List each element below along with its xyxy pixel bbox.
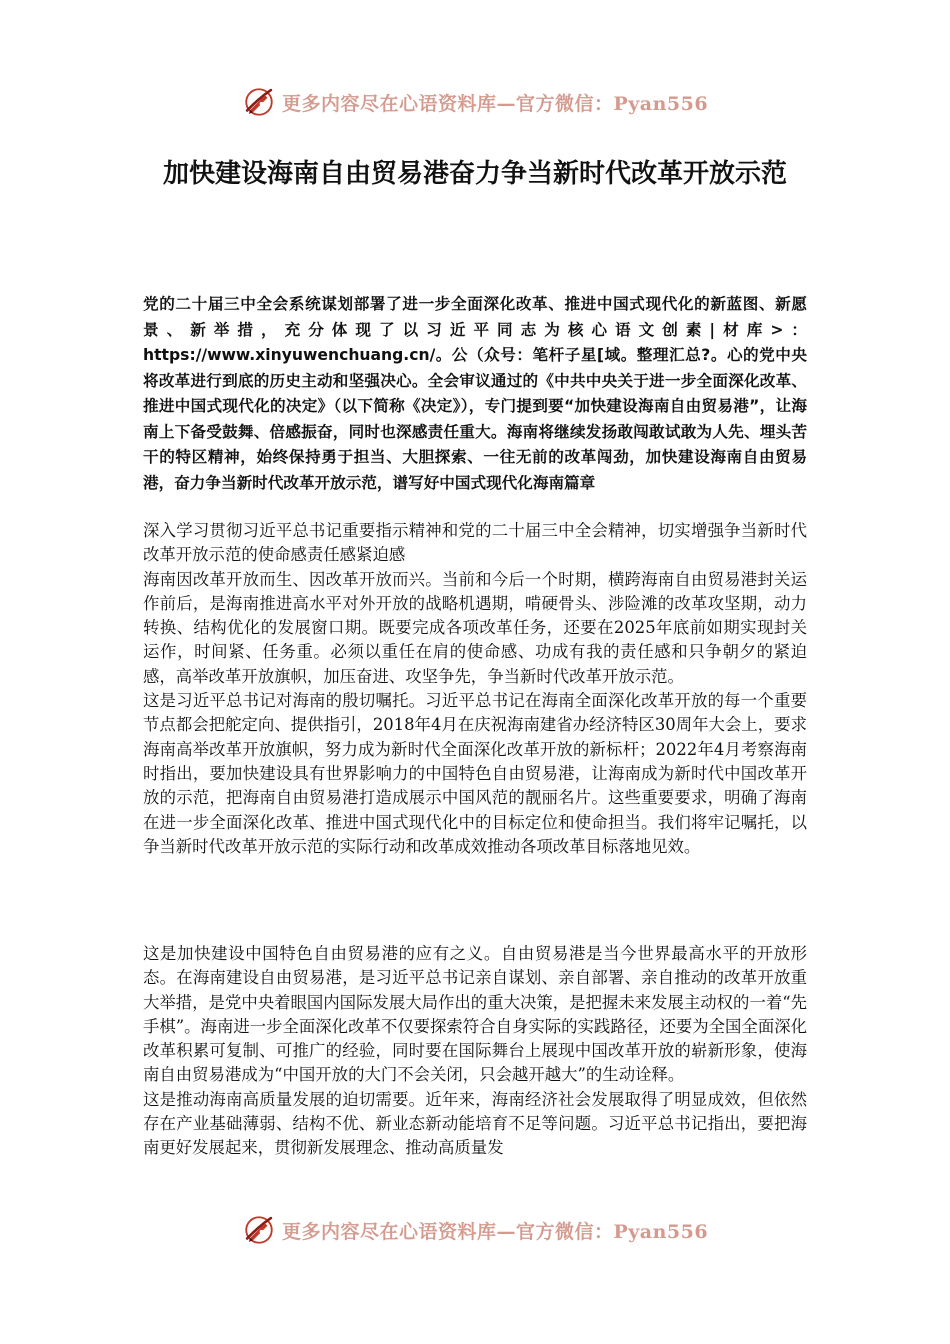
intro-paragraph: 党的二十届三中全会系统谋划部署了进一步全面深化改革、推进中国式现代化的新蓝图、新愿景、新举措，充分体现了以习近平同志为核心语文创素|材库>：https://www.xinyuwenchuang.cn/。公（众号：笔杆子星[域。整理汇总?。心的党中央将改革进行到底的历史主动和坚强决心。全会审议通过的《中共中央关于进一步全面深化改革、推进中国式现代化的决定》（以下简称《决定》），专门提到要“加快建设海南自由贸易港”，让海南上下备受鼓舞、倍感振奋，同时也深感责任重大。海南将继续发扬敢闯敢试敢为人先、埋头苦干的特区精神，始终保持勇于担当、大胆探索、一往无前的改革闯劲，加快建设海南自由贸易港，奋力争当新时代改革开放示范，谱写好中国式现代化海南篇章 (143, 295, 807, 492)
body-paragraph: 这是推动海南高质量发展的迫切需要。近年来，海南经济社会发展取得了明显成效，但依然存在产业基础薄弱、结构不优、新业态新动能培育不足等问题。习近平总书记指出，要把海南更好发展起来，贯彻新发展理念、推动高质量发 (143, 1089, 807, 1158)
page-title: 加快建设海南自由贸易港奋力争当新时代改革开放示范 (162, 159, 787, 189)
footer-watermark (0, 1210, 950, 1250)
header-watermark (0, 82, 950, 122)
section-heading: 深入学习贯彻习近平总书记重要指示精神和党的二十届三中全会精神，切实增强争当新时代改革开放示范的使命感责任感紧迫感 (143, 521, 807, 565)
watermark-text: 更多内容尽在心语资料库—官方微信：Pyan556 (281, 1220, 709, 1243)
section-2 (143, 942, 807, 1161)
section-1 (143, 519, 807, 859)
body-paragraph: 海南因改革开放而生、因改革开放而兴。当前和今后一个时期，横跨海南自由贸易港封关运作前后，是海南推进高水平对外开放的战略机遇期，啃硬骨头、涉险滩的改革攻坚期，动力转换、结构优化的发展窗口期。既要完成各项改革任务，还要在2025年底前如期实现封关运作，时间紧、任务重。必须以重任在肩的使命感、功成有我的责任感和只争朝夕的紧迫感，高举改革开放旗帜，加压奋进、攻坚争先，争当新时代改革开放示范。 (143, 569, 807, 686)
watermark-text: 更多内容尽在心语资料库—官方微信：Pyan556 (281, 92, 709, 115)
body-paragraph: 这是加快建设中国特色自由贸易港的应有之义。自由贸易港是当今世界最高水平的开放形态。在海南建设自由贸易港，是习近平总书记亲自谋划、亲自部署、亲自推动的改革开放重大举措，是党中央着眼国内国际发展大局作出的重大决策，是把握未来发展主动权的一着“先手棋”。海南进一步全面深化改革不仅要探索符合自身实际的实践路径，还要为全国全面深化改革积累可复制、可推广的经验，同时要在国际舞台上展现中国改革开放的崭新形象，使海南自由贸易港成为“中国开放的大门不会关闭，只会越开越大”的生动诠释。 (143, 944, 808, 1085)
body-paragraph: 这是习近平总书记对海南的殷切嘱托。习近平总书记在海南全面深化改革开放的每一个重要节点都会把舵定向、提供指引，2018年4月在庆祝海南建省办经济特区30周年大会上，要求海南高举改革开放旗帜，努力成为新时代全面深化改革开放的新标杆；2022年4月考察海南时指出，要加快建设具有世界影响力的中国特色自由贸易港，让海南成为新时代中国改革开放的示范，把海南自由贸易港打造成展示中国风范的靓丽名片。这些重要要求，明确了海南在进一步全面深化改革、推进中国式现代化中的目标定位和使命担当。我们将牢记嘱托，以争当新时代改革开放示范的实际行动和改革成效推动各项改革目标落地见效。 (143, 691, 807, 856)
pen-logo-icon (242, 1213, 276, 1247)
pen-logo-icon (242, 85, 276, 119)
